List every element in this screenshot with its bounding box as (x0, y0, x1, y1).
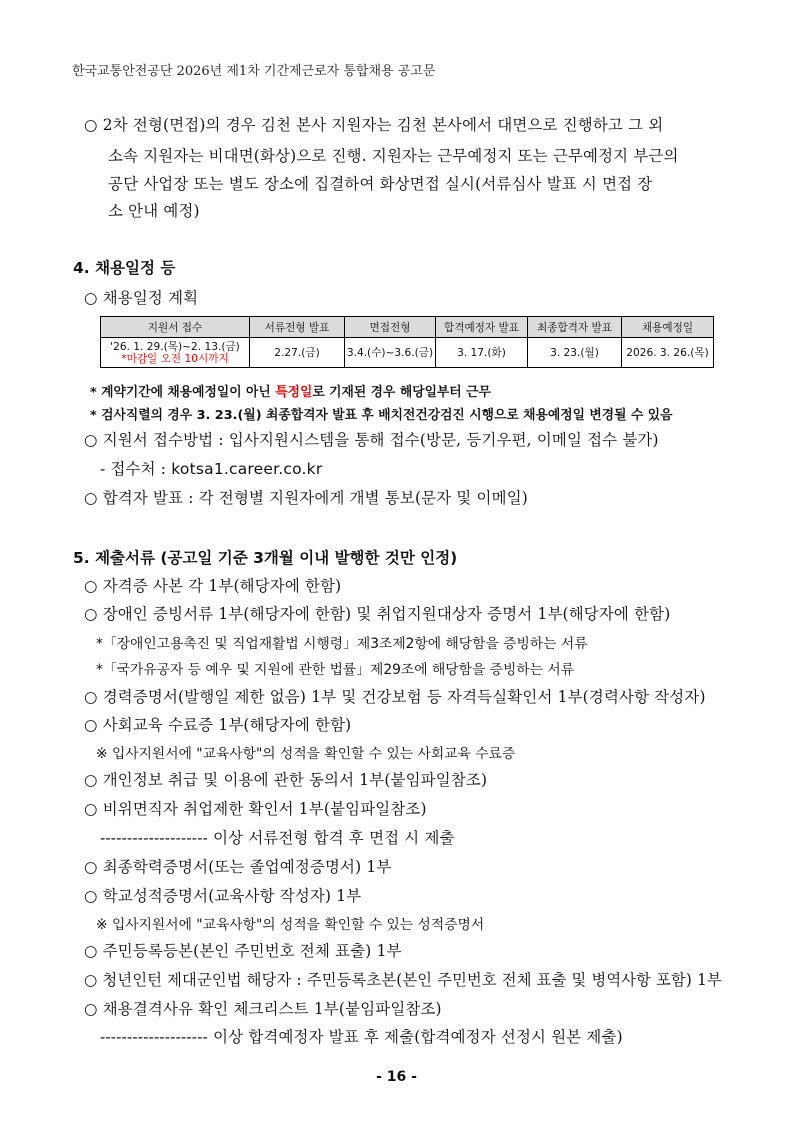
section-4-title: 4. 채용일정 등 (73, 259, 176, 277)
separator-interview: -------------------- 이상 서류전형 합격 후 면접 시 제출 (100, 829, 455, 847)
apply-method: ○ 지원서 접수방법 : 입사지원시스템을 통해 접수(방문, 등기우편, 이메일 접수 불가) (84, 431, 659, 449)
schedule-plan-label: ○ 채용일정 계획 (84, 289, 199, 307)
header-final-pass: 최종합격자 발표 (528, 317, 622, 338)
header-pre-pass: 합격예정자 발표 (436, 317, 528, 338)
doc-subnote: *「국가유공자 등 예우 및 지원에 관한 법률」제29조에 해당함을 증빙하는 서류 (96, 662, 575, 678)
cell-apply (101, 338, 250, 368)
note-1-emphasis: 특정일 (275, 385, 313, 400)
doc-item: ○ 장애인 증빙서류 1부(해당자에 한함) 및 취업지원대상자 증명서 1부(해당자에 한함) (84, 605, 671, 623)
doc-item: ○ 주민등록등본(본인 주민번호 전체 표출) 1부 (84, 942, 402, 960)
cell-interview: 3.4.(수)~3.6.(금) (345, 338, 436, 368)
doc-item: ○ 경력증명서(발행일 제한 없음) 1부 및 건강보험 등 자격득실확인서 1부(경력사항 작성자) (84, 688, 706, 706)
note-inspection: * 검사직렬의 경우 3. 23.(월) 최종합격자 발표 후 배치전건강검진 시행으로 채용예정일 변경될 수 있음 (90, 408, 673, 423)
apply-site-url: kotsa1.career.co.kr (171, 460, 323, 478)
doc-subnote: ※ 입사지원서에 "교육사항"의 성적을 확인할 수 있는 사회교육 수료증 (96, 746, 516, 762)
header-doc-result: 서류전형 발표 (250, 317, 345, 338)
section-5-title: 5. 제출서류 (공고일 기준 3개월 이내 발행한 것만 인정) (73, 549, 458, 567)
apply-site-label: - 접수처 : (100, 460, 172, 478)
intro-line-3: 공단 사업장 또는 별도 장소에 집결하여 화상면접 실시(서류심사 발표 시 면접 장 (108, 175, 653, 193)
doc-subnote: *「장애인고용촉진 및 직업재활법 시행령」제3조제2항에 해당함을 증빙하는 서류 (96, 636, 588, 652)
apply-deadline: *마감일 오전 10시까지 (121, 352, 229, 365)
intro-line-1: ○ 2차 전형(면접)의 경우 김천 본사 지원자는 김천 본사에서 대면으로 진행하고 그 외 (84, 116, 664, 134)
note-contract-period (90, 381, 491, 400)
cell-pre-pass: 3. 17.(화) (436, 338, 528, 368)
doc-item: ○ 자격증 사본 각 1부(해당자에 한함) (84, 577, 342, 595)
apply-period: '26. 1. 29.(목)~2. 13.(금) (110, 340, 240, 353)
note-1-pre: * 계약기간에 채용예정일이 아닌 (90, 385, 276, 400)
schedule-data-row (101, 338, 714, 368)
doc-item: ○ 개인정보 취급 및 이용에 관한 동의서 1부(붙임파일참조) (84, 771, 488, 789)
schedule-table (100, 316, 714, 368)
doc-item: ○ 채용결격사유 확인 체크리스트 1부(붙임파일참조) (84, 1000, 442, 1018)
document-header: 한국교통안전공단 2026년 제1차 기간제근로자 통합채용 공고문 (72, 64, 436, 79)
apply-site (100, 457, 322, 479)
doc-item: ○ 학교성적증명서(교육사항 작성자) 1부 (84, 887, 362, 905)
doc-item: ○ 비위면직자 취업제한 확인서 1부(붙임파일참조) (84, 800, 427, 818)
doc-item: ○ 최종학력증명서(또는 졸업예정증명서) 1부 (84, 858, 392, 876)
header-hire-date: 채용예정일 (622, 317, 714, 338)
cell-hire-date: 2026. 3. 26.(목) (622, 338, 714, 368)
intro-line-2: 소속 지원자는 비대면(화상)으로 진행. 지원자는 근무예정지 또는 근무예정지 부근의 (108, 147, 679, 165)
note-1-post: 로 기재된 경우 해당일부터 근무 (312, 385, 491, 400)
cell-doc-result: 2.27.(금) (250, 338, 345, 368)
doc-subnote: ※ 입사지원서에 "교육사항"의 성적을 확인할 수 있는 성적증명서 (96, 917, 485, 933)
header-apply: 지원서 접수 (101, 317, 250, 338)
doc-item: ○ 사회교육 수료증 1부(해당자에 한함) (84, 716, 352, 734)
intro-line-4: 소 안내 예정) (108, 202, 200, 220)
page-number: - 16 - (376, 1069, 417, 1085)
separator-final: -------------------- 이상 합격예정자 발표 후 제출(합격예정자 선정시 원본 제출) (100, 1028, 623, 1046)
schedule-header-row (101, 317, 714, 338)
result-announcement: ○ 합격자 발표 : 각 전형별 지원자에게 개별 통보(문자 및 이메일) (84, 489, 528, 507)
header-interview: 면접전형 (345, 317, 436, 338)
doc-item: ○ 청년인턴 제대군인법 해당자 : 주민등록초본(본인 주민번호 전체 표출 및 병역사항 포함) 1부 (84, 971, 722, 989)
cell-final-pass: 3. 23.(월) (528, 338, 622, 368)
